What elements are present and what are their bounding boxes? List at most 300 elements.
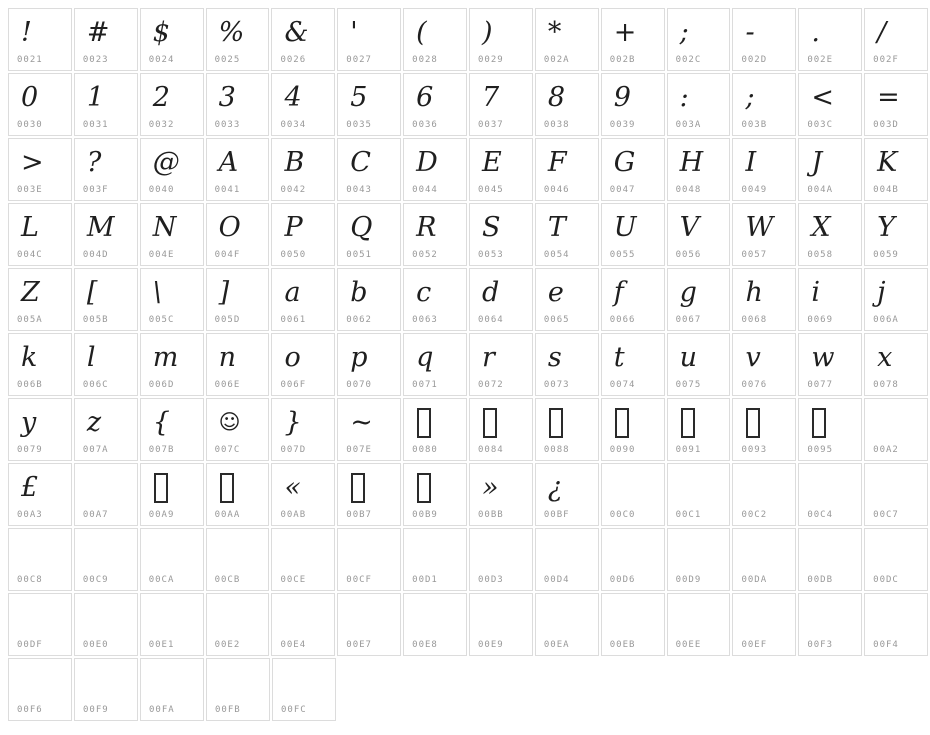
codepoint-label: 0062 bbox=[346, 315, 372, 325]
codepoint-label: 00C2 bbox=[741, 510, 768, 520]
glyph: J bbox=[811, 146, 823, 178]
glyph-cell bbox=[271, 593, 335, 656]
glyph-cell bbox=[535, 203, 599, 266]
glyph-cell bbox=[798, 8, 862, 71]
codepoint-label: 0080 bbox=[412, 445, 438, 455]
glyph bbox=[272, 595, 334, 639]
grid-row bbox=[8, 73, 930, 138]
codepoint-label: 0076 bbox=[741, 380, 768, 390]
glyph-cell bbox=[8, 268, 72, 331]
notdef-glyph bbox=[154, 473, 168, 503]
codepoint-label: 00F3 bbox=[807, 640, 833, 650]
codepoint-label: 002B bbox=[609, 55, 636, 65]
glyph-cell bbox=[864, 398, 928, 461]
codepoint-label: 003E bbox=[17, 185, 43, 195]
codepoint-label: 005D bbox=[214, 315, 241, 325]
codepoint-label: 0026 bbox=[280, 55, 307, 65]
glyph-cell bbox=[732, 463, 796, 526]
codepoint-label: 00A9 bbox=[148, 510, 175, 520]
codepoint-label: 0077 bbox=[807, 380, 833, 390]
glyph-cell bbox=[8, 8, 72, 71]
glyph: W bbox=[745, 211, 774, 243]
codepoint-label: 00E0 bbox=[82, 640, 109, 650]
codepoint-label: 0095 bbox=[807, 445, 833, 455]
codepoint-label: 003C bbox=[807, 120, 833, 130]
glyph: 2 bbox=[152, 81, 170, 113]
glyph: G bbox=[613, 146, 636, 178]
glyph-cell bbox=[8, 463, 72, 526]
codepoint-label: 0030 bbox=[17, 120, 43, 130]
glyph-cell bbox=[206, 463, 270, 526]
notdef-glyph bbox=[417, 408, 431, 438]
glyph: Y bbox=[877, 211, 895, 243]
codepoint-label: 0040 bbox=[148, 185, 175, 195]
codepoint-label: 0068 bbox=[741, 315, 768, 325]
glyph bbox=[668, 530, 730, 574]
codepoint-label: 0059 bbox=[873, 250, 899, 260]
codepoint-label: 00DB bbox=[807, 575, 833, 585]
glyph: < bbox=[811, 81, 834, 113]
glyph-cell bbox=[469, 463, 533, 526]
glyph-cell bbox=[140, 268, 204, 331]
codepoint-label: 00EE bbox=[675, 640, 702, 650]
glyph-cell bbox=[403, 138, 467, 201]
glyph: # bbox=[86, 16, 110, 48]
codepoint-label: 00C4 bbox=[807, 510, 833, 520]
codepoint-label: 00C9 bbox=[82, 575, 109, 585]
glyph: j bbox=[877, 276, 886, 308]
glyph: q bbox=[416, 341, 434, 373]
codepoint-label: 0043 bbox=[346, 185, 372, 195]
codepoint-label: 0065 bbox=[543, 315, 570, 325]
glyph bbox=[668, 465, 730, 509]
glyph: S bbox=[482, 211, 501, 243]
glyph-cell bbox=[337, 203, 401, 266]
glyph: b bbox=[350, 276, 368, 308]
codepoint-label: 00C8 bbox=[17, 575, 43, 585]
codepoint-label: 0064 bbox=[478, 315, 504, 325]
glyph: ; bbox=[745, 81, 755, 113]
codepoint-label: 0071 bbox=[412, 380, 438, 390]
codepoint-label: 0073 bbox=[543, 380, 570, 390]
codepoint-label: 0039 bbox=[609, 120, 636, 130]
glyph-cell bbox=[667, 333, 731, 396]
glyph-cell bbox=[337, 333, 401, 396]
glyph-cell bbox=[403, 593, 467, 656]
glyph-cell bbox=[206, 528, 270, 591]
codepoint-label: 00F9 bbox=[83, 705, 109, 715]
codepoint-label: 00E2 bbox=[214, 640, 241, 650]
codepoint-label: 0090 bbox=[609, 445, 636, 455]
glyph bbox=[733, 465, 795, 509]
glyph bbox=[865, 530, 927, 574]
glyph: u bbox=[679, 341, 697, 373]
glyph-cell bbox=[403, 203, 467, 266]
codepoint-label: 00CE bbox=[280, 575, 307, 585]
glyph bbox=[799, 530, 861, 574]
glyph: { bbox=[152, 406, 170, 438]
glyph: y bbox=[21, 406, 37, 438]
glyph bbox=[865, 400, 927, 444]
codepoint-label: 0045 bbox=[478, 185, 504, 195]
glyph-cell bbox=[601, 8, 665, 71]
codepoint-label: 00A2 bbox=[873, 445, 899, 455]
glyph-cell bbox=[140, 333, 204, 396]
glyph bbox=[272, 530, 334, 574]
codepoint-label: 002C bbox=[675, 55, 702, 65]
codepoint-label: 0024 bbox=[148, 55, 175, 65]
glyph-cell bbox=[798, 463, 862, 526]
codepoint-label: 00F6 bbox=[17, 705, 43, 715]
codepoint-label: 0063 bbox=[412, 315, 438, 325]
glyph bbox=[602, 530, 664, 574]
glyph: R bbox=[416, 211, 437, 243]
glyph: m bbox=[152, 341, 179, 373]
glyph-cell bbox=[8, 203, 72, 266]
glyph-cell bbox=[469, 268, 533, 331]
codepoint-label: 007C bbox=[214, 445, 241, 455]
codepoint-label: 00C1 bbox=[675, 510, 702, 520]
glyph-cell bbox=[403, 8, 467, 71]
glyph-cell bbox=[206, 593, 270, 656]
glyph-cell bbox=[337, 73, 401, 136]
glyph-cell bbox=[864, 73, 928, 136]
glyph: = bbox=[877, 81, 900, 113]
glyph-cell bbox=[732, 398, 796, 461]
glyph: O bbox=[218, 211, 241, 243]
codepoint-label: 00E4 bbox=[280, 640, 307, 650]
glyph: » bbox=[482, 471, 499, 503]
glyph-cell bbox=[337, 398, 401, 461]
glyph-cell bbox=[74, 8, 138, 71]
glyph: B bbox=[284, 146, 305, 178]
glyph: V bbox=[679, 211, 700, 243]
notdef-glyph bbox=[549, 408, 563, 438]
glyph-cell bbox=[337, 463, 401, 526]
glyph-cell bbox=[535, 463, 599, 526]
glyph-cell bbox=[535, 8, 599, 71]
glyph-cell bbox=[140, 138, 204, 201]
glyph: h bbox=[745, 276, 763, 308]
codepoint-label: 002F bbox=[873, 55, 899, 65]
glyph: } bbox=[284, 406, 302, 438]
glyph: o bbox=[284, 341, 301, 373]
glyph: 6 bbox=[416, 81, 434, 113]
glyph bbox=[273, 660, 335, 704]
glyph-cell bbox=[732, 593, 796, 656]
glyph-cell bbox=[469, 593, 533, 656]
codepoint-label: 0041 bbox=[214, 185, 241, 195]
glyph-cell bbox=[732, 333, 796, 396]
glyph-cell bbox=[74, 268, 138, 331]
glyph: A bbox=[218, 146, 239, 178]
glyph-cell bbox=[601, 333, 665, 396]
glyph-cell bbox=[271, 333, 335, 396]
glyph-cell bbox=[140, 593, 204, 656]
glyph: : bbox=[679, 81, 689, 113]
glyph-cell bbox=[667, 203, 731, 266]
codepoint-label: 006D bbox=[148, 380, 175, 390]
glyph: n bbox=[218, 341, 236, 373]
glyph-cell bbox=[864, 203, 928, 266]
codepoint-label: 004C bbox=[17, 250, 43, 260]
glyph-cell bbox=[206, 73, 270, 136]
glyph: f bbox=[613, 276, 624, 308]
glyph-cell bbox=[271, 528, 335, 591]
glyph-cell bbox=[535, 73, 599, 136]
glyph-cell bbox=[732, 268, 796, 331]
glyph: g bbox=[679, 276, 697, 308]
glyph: U bbox=[613, 211, 637, 243]
glyph bbox=[865, 595, 927, 639]
glyph: 0 bbox=[21, 81, 39, 113]
glyph-cell bbox=[535, 398, 599, 461]
codepoint-label: 0027 bbox=[346, 55, 372, 65]
codepoint-label: 006E bbox=[214, 380, 241, 390]
glyph-cell bbox=[601, 203, 665, 266]
glyph-cell bbox=[140, 658, 204, 721]
character-grid bbox=[8, 8, 930, 723]
glyph-cell bbox=[535, 138, 599, 201]
codepoint-label: 006B bbox=[17, 380, 43, 390]
glyph bbox=[668, 595, 730, 639]
codepoint-label: 00D1 bbox=[412, 575, 438, 585]
grid-row bbox=[8, 658, 930, 723]
codepoint-label: 006A bbox=[873, 315, 899, 325]
glyph-cell bbox=[469, 138, 533, 201]
notdef-glyph bbox=[483, 408, 497, 438]
smiley-glyph: ☺ bbox=[218, 409, 241, 434]
codepoint-label: 0033 bbox=[214, 120, 241, 130]
glyph: 9 bbox=[613, 81, 631, 113]
glyph: a bbox=[284, 276, 301, 308]
notdef-glyph bbox=[615, 408, 629, 438]
glyph-cell bbox=[271, 203, 335, 266]
codepoint-label: 0061 bbox=[280, 315, 307, 325]
codepoint-label: 0072 bbox=[478, 380, 504, 390]
glyph-cell bbox=[864, 8, 928, 71]
codepoint-label: 00D9 bbox=[675, 575, 702, 585]
glyph-cell bbox=[271, 398, 335, 461]
codepoint-label: 007A bbox=[82, 445, 109, 455]
glyph-cell bbox=[74, 658, 138, 721]
glyph-cell bbox=[798, 333, 862, 396]
glyph-cell bbox=[271, 268, 335, 331]
glyph-cell bbox=[798, 528, 862, 591]
codepoint-label: 003F bbox=[82, 185, 109, 195]
codepoint-label: 00D4 bbox=[543, 575, 570, 585]
codepoint-label: 004A bbox=[807, 185, 833, 195]
glyph-cell bbox=[272, 658, 336, 721]
glyph bbox=[470, 530, 532, 574]
glyph-cell bbox=[864, 593, 928, 656]
glyph: s bbox=[547, 341, 562, 373]
codepoint-label: 0093 bbox=[741, 445, 768, 455]
glyph bbox=[141, 660, 203, 704]
codepoint-label: 00EF bbox=[741, 640, 768, 650]
glyph: - bbox=[745, 16, 755, 48]
codepoint-label: 004E bbox=[148, 250, 175, 260]
notdef-glyph bbox=[351, 473, 365, 503]
codepoint-label: 006C bbox=[82, 380, 109, 390]
glyph-cell bbox=[667, 528, 731, 591]
grid-row bbox=[8, 268, 930, 333]
glyph-cell bbox=[140, 528, 204, 591]
codepoint-label: 0044 bbox=[412, 185, 438, 195]
codepoint-label: 002A bbox=[543, 55, 570, 65]
glyph-cell bbox=[732, 203, 796, 266]
codepoint-label: 0055 bbox=[609, 250, 636, 260]
glyph: 5 bbox=[350, 81, 368, 113]
glyph: > bbox=[21, 146, 44, 178]
codepoint-label: 006F bbox=[280, 380, 307, 390]
glyph-cell bbox=[206, 138, 270, 201]
glyph-cell bbox=[74, 528, 138, 591]
glyph bbox=[207, 660, 269, 704]
codepoint-label: 00FA bbox=[149, 705, 175, 715]
glyph-cell bbox=[140, 73, 204, 136]
glyph-cell bbox=[403, 528, 467, 591]
grid-row bbox=[8, 203, 930, 268]
glyph bbox=[536, 595, 598, 639]
glyph-cell bbox=[535, 528, 599, 591]
glyph-cell bbox=[469, 333, 533, 396]
glyph-cell bbox=[601, 593, 665, 656]
glyph-cell bbox=[206, 398, 270, 461]
codepoint-label: 004F bbox=[214, 250, 241, 260]
codepoint-label: 00DC bbox=[873, 575, 899, 585]
glyph-cell bbox=[667, 73, 731, 136]
glyph bbox=[602, 595, 664, 639]
codepoint-label: 005B bbox=[82, 315, 109, 325]
glyph bbox=[75, 595, 137, 639]
glyph-cell bbox=[140, 398, 204, 461]
glyph-cell bbox=[403, 333, 467, 396]
glyph: P bbox=[284, 211, 303, 243]
glyph: 7 bbox=[482, 81, 500, 113]
glyph-cell bbox=[601, 268, 665, 331]
glyph-cell bbox=[337, 8, 401, 71]
glyph bbox=[799, 465, 861, 509]
codepoint-label: 0074 bbox=[609, 380, 636, 390]
glyph: M bbox=[86, 211, 115, 243]
codepoint-label: 00A3 bbox=[17, 510, 43, 520]
glyph: D bbox=[416, 146, 438, 178]
codepoint-label: 0032 bbox=[148, 120, 175, 130]
glyph-cell bbox=[469, 528, 533, 591]
glyph-cell bbox=[732, 73, 796, 136]
glyph: F bbox=[547, 146, 567, 178]
codepoint-label: 0028 bbox=[412, 55, 438, 65]
codepoint-label: 0052 bbox=[412, 250, 438, 260]
glyph: ] bbox=[218, 276, 230, 308]
glyph-cell bbox=[74, 138, 138, 201]
codepoint-label: 00DF bbox=[17, 640, 43, 650]
glyph-cell bbox=[403, 398, 467, 461]
codepoint-label: 007E bbox=[346, 445, 372, 455]
glyph: / bbox=[877, 16, 887, 48]
glyph-cell bbox=[798, 268, 862, 331]
glyph-cell bbox=[667, 138, 731, 201]
codepoint-label: 0054 bbox=[543, 250, 570, 260]
glyph: L bbox=[21, 211, 39, 243]
glyph-cell bbox=[798, 203, 862, 266]
glyph-cell bbox=[864, 138, 928, 201]
glyph-cell bbox=[535, 333, 599, 396]
codepoint-label: 00CF bbox=[346, 575, 372, 585]
glyph-cell bbox=[469, 398, 533, 461]
glyph: I bbox=[745, 146, 757, 178]
glyph-cell bbox=[206, 658, 270, 721]
glyph: 8 bbox=[547, 81, 566, 113]
glyph-cell bbox=[271, 8, 335, 71]
glyph-cell bbox=[206, 8, 270, 71]
glyph-cell bbox=[8, 658, 72, 721]
notdef-glyph bbox=[417, 473, 431, 503]
glyph-cell bbox=[864, 528, 928, 591]
glyph-cell bbox=[403, 268, 467, 331]
codepoint-label: 0069 bbox=[807, 315, 833, 325]
codepoint-label: 00AA bbox=[214, 510, 241, 520]
glyph: « bbox=[284, 471, 301, 503]
codepoint-label: 00E7 bbox=[346, 640, 372, 650]
glyph: ~ bbox=[350, 406, 373, 438]
codepoint-label: 0048 bbox=[675, 185, 702, 195]
glyph: r bbox=[482, 341, 495, 373]
glyph bbox=[9, 660, 71, 704]
glyph-cell bbox=[601, 73, 665, 136]
codepoint-label: 005C bbox=[148, 315, 175, 325]
codepoint-label: 0038 bbox=[543, 120, 570, 130]
glyph-cell bbox=[732, 8, 796, 71]
codepoint-label: 003B bbox=[741, 120, 768, 130]
glyph bbox=[602, 465, 664, 509]
grid-row bbox=[8, 8, 930, 73]
glyph-cell bbox=[140, 203, 204, 266]
glyph: p bbox=[350, 341, 368, 373]
codepoint-label: 0034 bbox=[280, 120, 307, 130]
glyph bbox=[207, 530, 269, 574]
glyph: N bbox=[152, 211, 177, 243]
glyph bbox=[338, 595, 400, 639]
glyph: v bbox=[745, 341, 761, 373]
glyph: ¿ bbox=[547, 471, 563, 503]
glyph: x bbox=[877, 341, 893, 373]
notdef-glyph bbox=[220, 473, 234, 503]
codepoint-label: 0051 bbox=[346, 250, 372, 260]
codepoint-label: 00A7 bbox=[82, 510, 109, 520]
glyph-cell bbox=[864, 463, 928, 526]
codepoint-label: 00FC bbox=[281, 705, 307, 715]
glyph-cell bbox=[667, 268, 731, 331]
glyph: ? bbox=[86, 146, 102, 178]
codepoint-label: 003A bbox=[675, 120, 702, 130]
glyph bbox=[404, 595, 466, 639]
glyph: [ bbox=[86, 276, 98, 308]
glyph: X bbox=[811, 211, 831, 243]
codepoint-label: 0075 bbox=[675, 380, 702, 390]
codepoint-label: 004D bbox=[82, 250, 109, 260]
glyph: K bbox=[877, 146, 898, 178]
glyph: t bbox=[613, 341, 625, 373]
codepoint-label: 00EA bbox=[543, 640, 570, 650]
glyph-cell bbox=[140, 8, 204, 71]
codepoint-label: 00B7 bbox=[346, 510, 372, 520]
glyph-cell bbox=[864, 268, 928, 331]
glyph-cell bbox=[864, 333, 928, 396]
glyph bbox=[404, 530, 466, 574]
glyph-cell bbox=[469, 8, 533, 71]
